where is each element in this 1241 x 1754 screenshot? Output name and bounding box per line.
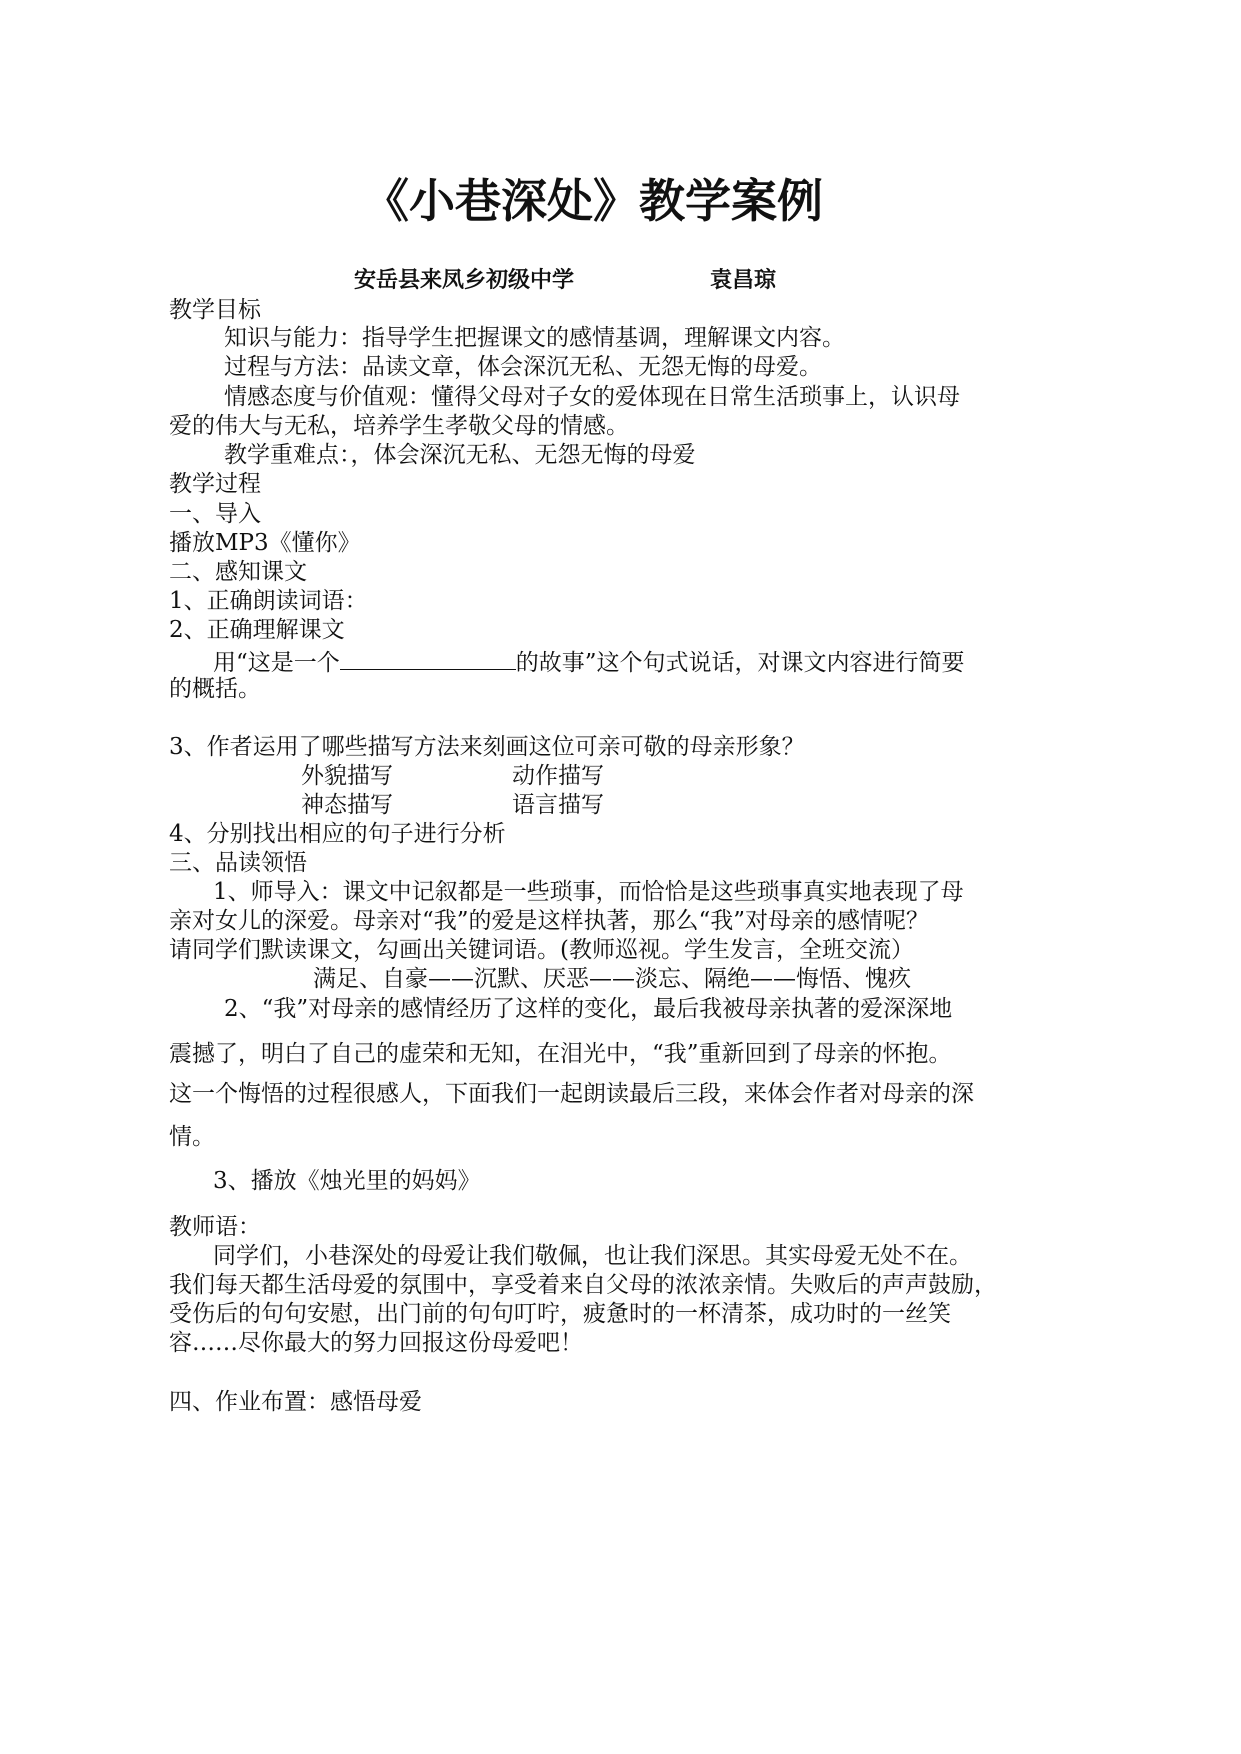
fill-in-blank <box>340 649 516 670</box>
section3-p2-line2: 震撼了，明白了自己的虚荣和无知，在泪光中，“我”重新回到了母亲的怀抱。 <box>169 1041 952 1067</box>
method-expression: 神态描写 <box>301 792 393 818</box>
goal-key-points: 教学重难点：，体会深沉无私、无怨无悔的母爱 <box>224 442 696 468</box>
method-appearance: 外貌描写 <box>301 763 393 789</box>
section1-heading: 一、导入 <box>169 501 261 527</box>
section3-p2-line3: 这一个悔悟的过程很感人，下面我们一起朗读最后三段，来体会作者对母亲的深 <box>169 1081 974 1107</box>
method-language: 语言描写 <box>512 792 604 818</box>
section3-p1-line1: 1、师导入：课文中记叙都是一些琐事，而恰恰是这些琐事真实地表现了母 <box>213 879 964 905</box>
goal-knowledge: 知识与能力：指导学生把握课文的感情基调，理解课文内容。 <box>224 325 845 351</box>
section3-p1-keywords: 满足、自豪——沉默、厌恶——淡忘、隔绝——悔悟、愧疚 <box>313 966 911 992</box>
teacher-heading: 教师语： <box>169 1214 261 1240</box>
method-action: 动作描写 <box>512 763 604 789</box>
section3-p3: 3、播放《烛光里的妈妈》 <box>213 1168 481 1194</box>
teacher-line1: 同学们，小巷深处的母爱让我们敬佩，也让我们深思。其实母爱无处不在。 <box>213 1243 972 1269</box>
section2-item2-sentence-end: 的概括。 <box>169 676 261 702</box>
sentence-part-a: 用“这是一个 <box>213 650 340 676</box>
goal-emotion-line2: 爱的伟大与无私，培养学生孝敬父母的情感。 <box>169 413 629 439</box>
section1-text: 播放MP3《懂你》 <box>169 530 361 556</box>
goals-heading: 教学目标 <box>169 297 261 323</box>
section3-p2-line1: 2、“我”对母亲的感情经历了这样的变化，最后我被母亲执著的爱深深地 <box>224 996 953 1022</box>
section2-heading: 二、感知课文 <box>169 559 307 585</box>
section4-homework: 四、作业布置：感悟母爱 <box>169 1389 422 1415</box>
section2-item2: 2、正确理解课文 <box>169 617 345 643</box>
process-heading: 教学过程 <box>169 471 261 497</box>
section3-p1-line3: 请同学们默读课文，勾画出关键词语。(教师巡视。学生发言，全班交流） <box>169 937 914 963</box>
byline-school: 安岳县来凤乡初级中学 <box>354 268 575 293</box>
goal-process: 过程与方法：品读文章，体会深沉无私、无怨无悔的母爱。 <box>224 354 822 380</box>
sentence-part-b: 的故事”这个句式说话，对课文内容进行简要 <box>515 650 965 676</box>
section3-heading: 三、品读领悟 <box>169 850 307 876</box>
section3-p1-line2: 亲对女儿的深爱。母亲对“我”的爱是这样执著，那么“我”对母亲的感情呢？ <box>169 908 930 934</box>
section2-item2-sentence <box>213 649 965 675</box>
goal-emotion-line1: 情感态度与价值观：懂得父母对子女的爱体现在日常生活琐事上，认识母 <box>224 384 960 410</box>
section2-item4: 4、分别找出相应的句子进行分析 <box>169 821 506 847</box>
teacher-line2: 我们每天都生活母爱的氛围中，享受着来自父母的浓浓亲情。失败后的声声鼓励， <box>169 1272 997 1298</box>
teacher-line3: 受伤后的句句安慰，出门前的句句叮咛，疲惫时的一杯清茶，成功时的一丝笑 <box>169 1301 951 1327</box>
byline-author: 袁昌琼 <box>710 268 777 293</box>
section2-item1: 1、正确朗读词语： <box>169 588 368 614</box>
page-title: 《小巷深处》教学案例 <box>363 174 823 228</box>
teacher-line4: 容……尽你最大的努力回报这份母爱吧！ <box>169 1330 583 1356</box>
section3-p2-line4: 情。 <box>169 1124 215 1150</box>
section2-item3: 3、作者运用了哪些描写方法来刻画这位可亲可敬的母亲形象？ <box>169 734 805 760</box>
